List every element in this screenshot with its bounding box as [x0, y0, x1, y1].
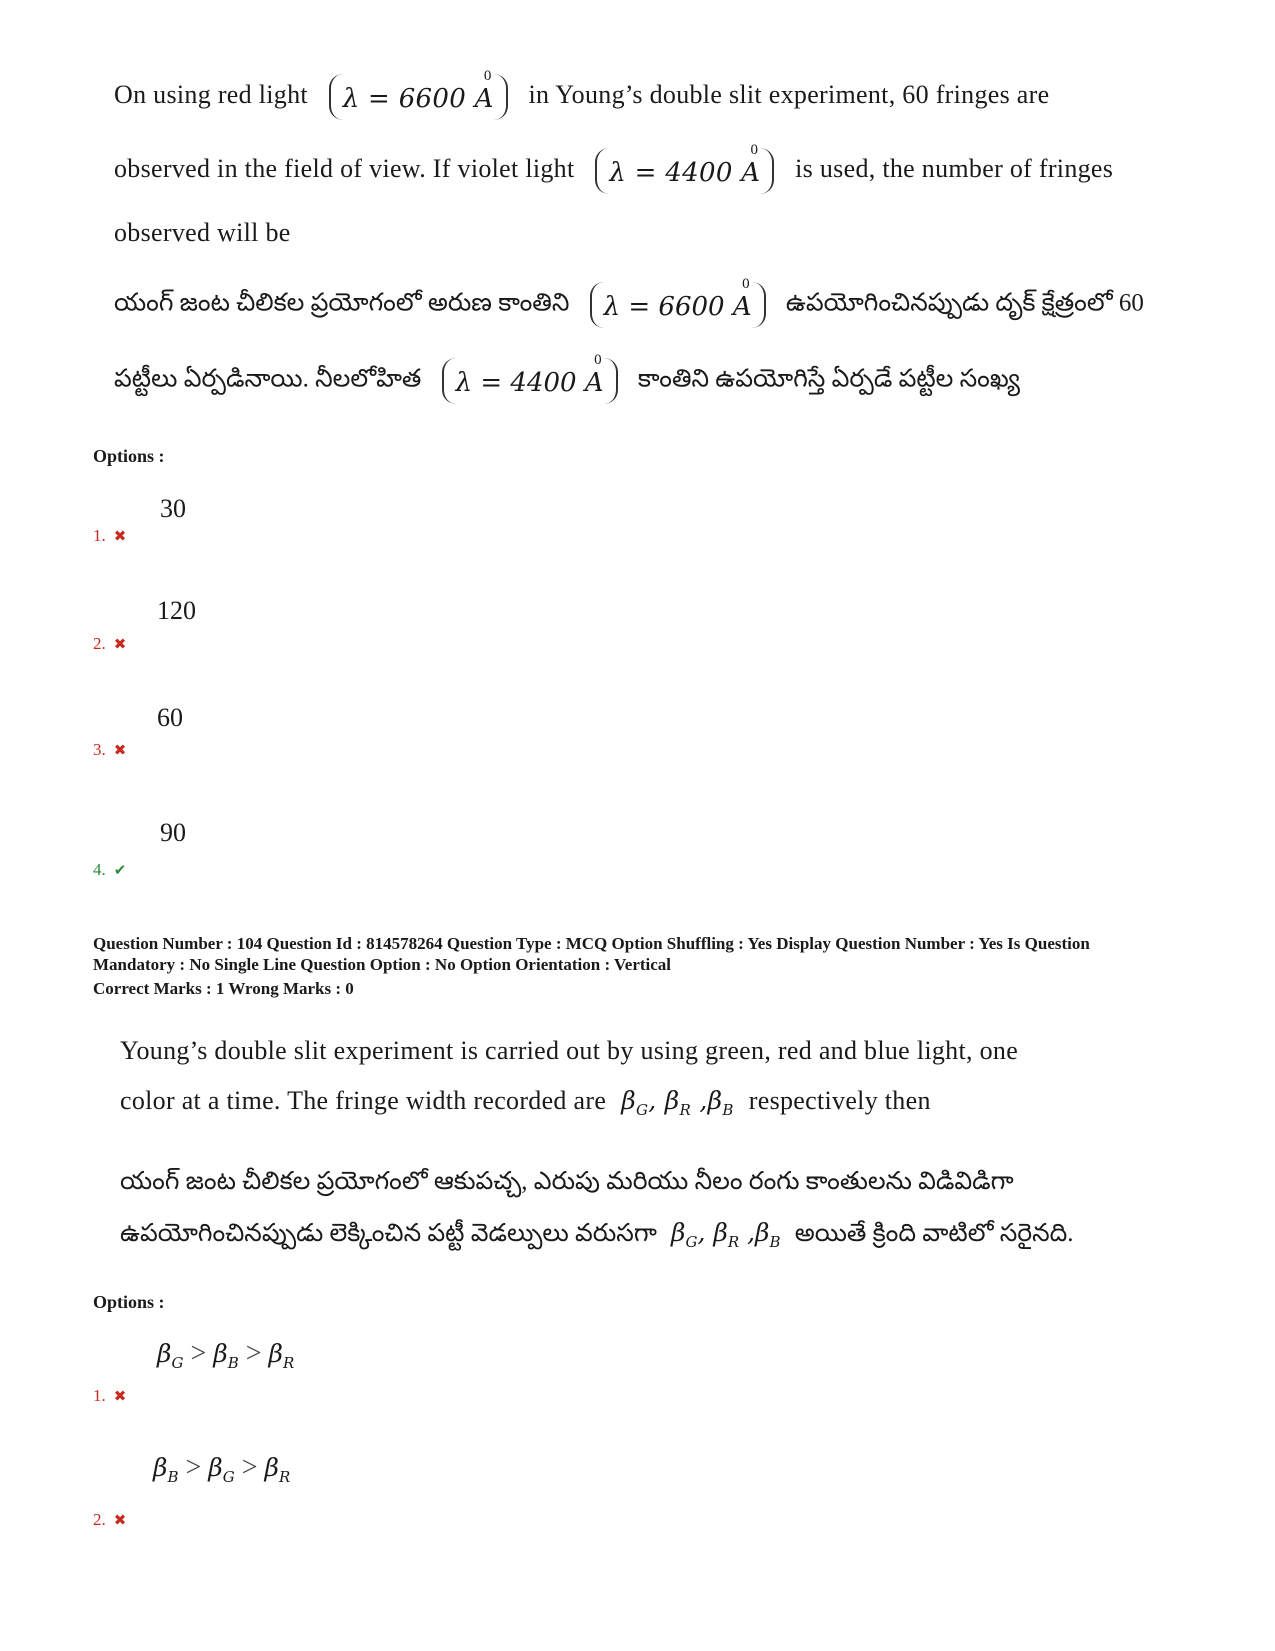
meta-line: Mandatory : No Single Line Question Option : No Option Orientation : Vertical — [93, 955, 672, 974]
wavelength-violet: 0 λ = 4400 A — [595, 148, 774, 194]
meta-line: Question Number : 104 Question Id : 814578264 Question Type : MCQ Option Shuffling : Yes Display Question Number : Yes Is Question — [93, 934, 1090, 953]
cross-icon: ✖ — [113, 637, 127, 653]
q2-english-line-2 — [120, 1086, 931, 1119]
q1-telugu-text: ఉపయోగించినప్పుడు దృక్ క్షేత్రంలో 60 — [785, 289, 1144, 317]
cross-icon: ✖ — [113, 743, 127, 759]
option-number-correct[interactable]: 4. ✔ — [93, 860, 127, 879]
wavelength-red: 0 λ = 6600 A — [329, 74, 508, 120]
q2-telugu-text: అయితే క్రింది వాటిలో సరైనది. — [794, 1220, 1074, 1247]
option-number[interactable]: 1. ✖ — [93, 1386, 127, 1405]
q1-english-line-2 — [114, 142, 1114, 194]
q1-text: in Young’s double slit experiment, 60 fringes are — [528, 79, 1050, 109]
option-number[interactable]: 1. ✖ — [93, 526, 127, 545]
q1-telugu-text: కాంతిని ఉపయోగిస్తే ఏర్పడే పట్టీల సంఖ్య — [637, 365, 1020, 393]
cross-icon: ✖ — [113, 529, 127, 545]
marks-line: Correct Marks : 1 Wrong Marks : 0 — [93, 979, 354, 998]
option-number[interactable]: 2. ✖ — [93, 1510, 127, 1529]
q1-telugu-line-1 — [114, 276, 1144, 328]
option-value: 120 — [157, 596, 196, 625]
option-value: 30 — [160, 494, 186, 523]
wavelength-red-te: 0 λ = 6600 A — [590, 282, 766, 328]
q1-telugu-text: పట్టీలు ఏర్పడినాయి. నీలలోహిత — [114, 365, 422, 393]
q1-english-line-3: observed will be — [114, 218, 291, 247]
q2-english-line-1: Young’s double slit experiment is carried out by using green, red and blue light, one — [120, 1036, 1019, 1065]
question-meta — [93, 933, 1193, 999]
q2-text: respectively then — [748, 1086, 931, 1115]
fringe-widths-te: $\beta_G$, $\beta_R$ $,\beta_B$ — [663, 1218, 781, 1251]
q1-text: observed in the field of view. If violet light — [114, 153, 575, 183]
q2-text: color at a time. The fringe width recorded are — [120, 1086, 607, 1115]
option-number[interactable]: 2. ✖ — [93, 634, 127, 653]
check-icon: ✔ — [113, 863, 127, 879]
cross-icon: ✖ — [113, 1513, 127, 1529]
option-value: 60 — [157, 703, 183, 732]
wavelength-violet-te: 0 λ = 4400 A — [442, 358, 618, 404]
option-value: 90 — [160, 818, 186, 847]
option-number[interactable]: 3. ✖ — [93, 740, 127, 759]
options-label: Options : — [93, 1292, 165, 1312]
q1-telugu-line-2 — [114, 352, 1020, 404]
fringe-widths: $\beta_G$, $\beta_R$ $,\beta_B$ — [612, 1086, 734, 1119]
q2-telugu-text: ఉపయోగించినప్పుడు లెక్కించిన పట్టీ వెడల్పులు వరుసగా — [120, 1220, 657, 1247]
option-inequality: $\beta_B > \beta_G > \beta_R$ — [153, 1452, 291, 1486]
options-label: Options : — [93, 446, 165, 466]
q1-telugu-text: యంగ్ జంట చీలికల ప్రయోగంలో అరుణ కాంతిని — [114, 289, 570, 317]
q1-text: is used, the number of fringes — [795, 153, 1114, 183]
option-inequality: $\beta_G > \beta_B > \beta_R$ — [157, 1338, 295, 1372]
cross-icon: ✖ — [113, 1389, 127, 1405]
q1-text: On using red light — [114, 79, 308, 109]
q2-telugu-line-1: యంగ్ జంట చీలికల ప్రయోగంలో ఆకుపచ్చ, ఎరుపు మరియు నీలం రంగు కాంతులను విడివిడిగా — [120, 1168, 1014, 1195]
q2-telugu-line-2 — [120, 1218, 1074, 1254]
q1-english-line-1 — [114, 68, 1050, 120]
